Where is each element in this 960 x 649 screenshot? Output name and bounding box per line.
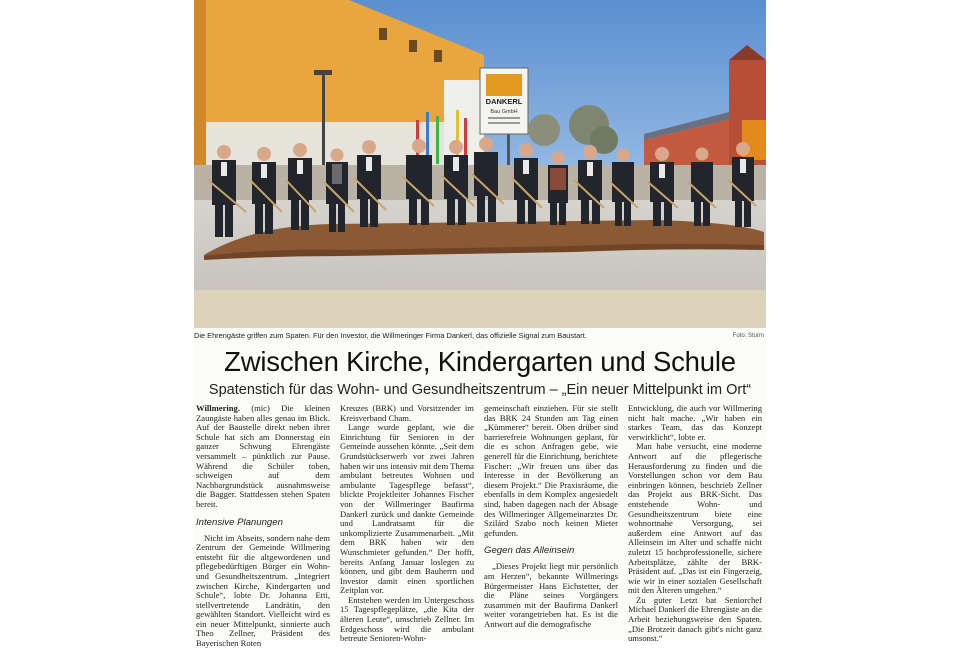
photo-credit: Foto: Sturm [732, 333, 764, 339]
article-paragraph: Entwicklung, die auch vor Willmering nicht halt mache. „Wir haben ein starkes Team, das das Konzept verwirklicht“, lobte er. [628, 403, 762, 442]
article-paragraph: Zu guter Letzt bat Seniorchef Michael Dankerl die Ehrengäste an die Arbeit beziehungsweise den Spaten. „Die Brotzeit danach gibt's nicht ganz umsonst.“ [628, 594, 762, 644]
article-column-2 [340, 403, 474, 644]
article-intro-paragraph [196, 404, 330, 510]
article-paragraph: Nicht im Abseits, sondern nahe dem Zentrum der Gemeinde Willmering entsteht für die altgewordenen und pflegebedürftigen Bürger ein Wohn- und Gesundheitszentrum. „Integriert zwischen Kirche, Kindergarten und Schule“, lobte Dr. Johanna Etti, stellvertretende Landrätin, den gewählten Standort. Vielleicht wird es ein neuer Mittelpunkt, sinnierte auch Theo Zellner, Präsident des Bayerischen Roten [196, 532, 330, 649]
article-column-4 [628, 403, 762, 644]
article-paragraph: Kreuzes (BRK) und Vorsitzender im Kreisverband Cham. [340, 403, 474, 423]
photo-caption-row [194, 329, 766, 343]
article-paragraph: Lange wurde geplant, wie die Einrichtung für Senioren in der Gemeinde aussehen könnte. „Seit dem Grundstückserwerb vor zwei Jahren haben wir uns intensiv mit dem Thema ambulant betreutes Wohnen und ambulante Tagespflege befasst“, blickte Projektleiter Johannes Fischer von der Willmeringer Baufirma Dankerl zurück und dankte Gemeinde und Landratsamt für die unkomplizierte Zusammenarbeit. „Mit dem BRK haben wir den Wunschmieter gefunden.“ Der hofft, bereits Anfang Januar loslegen zu können, und gibt dem Bauherrn und Investor damit einen sportlichen Zeitplan vor. [340, 422, 474, 596]
sign-sub: Bau GmbH [490, 109, 518, 115]
subheadline: Spatenstich für das Wohn- und Gesundheitszentrum – „Ein neuer Mittelpunkt im Ort“ [208, 382, 752, 398]
section-heading-gegen-das-alleinsein: Gegen das Alleinsein [484, 545, 575, 557]
photo-illustration [194, 0, 766, 328]
article-column-3 [484, 404, 618, 640]
intro-text: (mic) Die kleinen Zaungäste haben alles genau im Blick. Auf der Baustelle direkt neben ihrer Schule hat sich am Donnerstag ein ganzer Schwung Ehrengäste versammelt – pünktlich zur Pause. Während die Schüler toben, schweigen auf dem Nachbargrundstück ausnahmsweise die Bagger. Stattdessen stehen Spaten bereit. [196, 403, 330, 509]
article-paragraph: „Dieses Projekt liegt mir persönlich am Herzen“, bekannte Willmerings Bürgermeister Hans Eichstetter, der die Pläne seines Vorgängers zusammen mit der Baufirma Dankerl weiter vorangetrieben hat. Es ist die Antwort auf die demografische [484, 561, 618, 629]
dateline: Willmering. [196, 403, 241, 413]
newspaper-clipping [194, 0, 766, 649]
article-paragraph: Man habe versucht, eine moderne Antwort auf die pflegerische Herausforderung zu finden und die Vorstellungen schon vor dem Bau einbringen können, beschrieb Zellner das Projekt aus BRK-Sicht. Das entstehende Wohn- und Gesundheitszentrum biete eine wohnortnahe Versorgung, sei außerdem eine Antwort auf das Alleinsein im Alter und schaffe nicht zuletzt 15 hochprofessionelle, sichere Arbeitsplätze, zählte der BRK-Präsident auf. „Das ist ein Fingerzeig, wie wir in einer sozialen Gesellschaft mit den Älteren umgehen.“ [628, 441, 762, 596]
sign-name: DANKERL [485, 97, 523, 106]
article-column-1 [196, 403, 330, 649]
groundbreaking-photo [194, 0, 766, 328]
photo-caption: Die Ehrengäste griffen zum Spaten. Für den Investor, die Willmeringer Firma Dankerl, das offizielle Signal zum Baustart. [194, 331, 587, 340]
section-heading-intensive-planungen: Intensive Planungen [196, 516, 283, 528]
article-columns [194, 403, 766, 649]
headline: Zwischen Kirche, Kindergarten und Schule [224, 346, 736, 377]
article-paragraph: Entstehen werden im Untergeschoss 15 Tagespflegeplätze, „die Kita der älteren Leute“, umschrieb Zellner. Im Erdgeschoss wird die ambulant betreute Senioren-Wohn- [340, 594, 474, 644]
article-paragraph: gemeinschaft einziehen. Für sie stellt das BRK 24 Stunden am Tag einen „Kümmerer“ bereit. Oben drüber sind barrierefreie Wohnungen geplant, für die es schon Anfragen gebe, wie generell für die Einrichtung, berichtete Fischer: „Wir freuen uns über das Interesse in der Bevölkerung an diesem Projekt.“ Die Praxisräume, die ebenfalls in dem Komplex angesiedelt sind, haben dagegen nach der Absage des Willmeringer Allgemeinarztes Dr. Szilárd Szabo noch keinen Mieter gefunden. [484, 403, 618, 538]
